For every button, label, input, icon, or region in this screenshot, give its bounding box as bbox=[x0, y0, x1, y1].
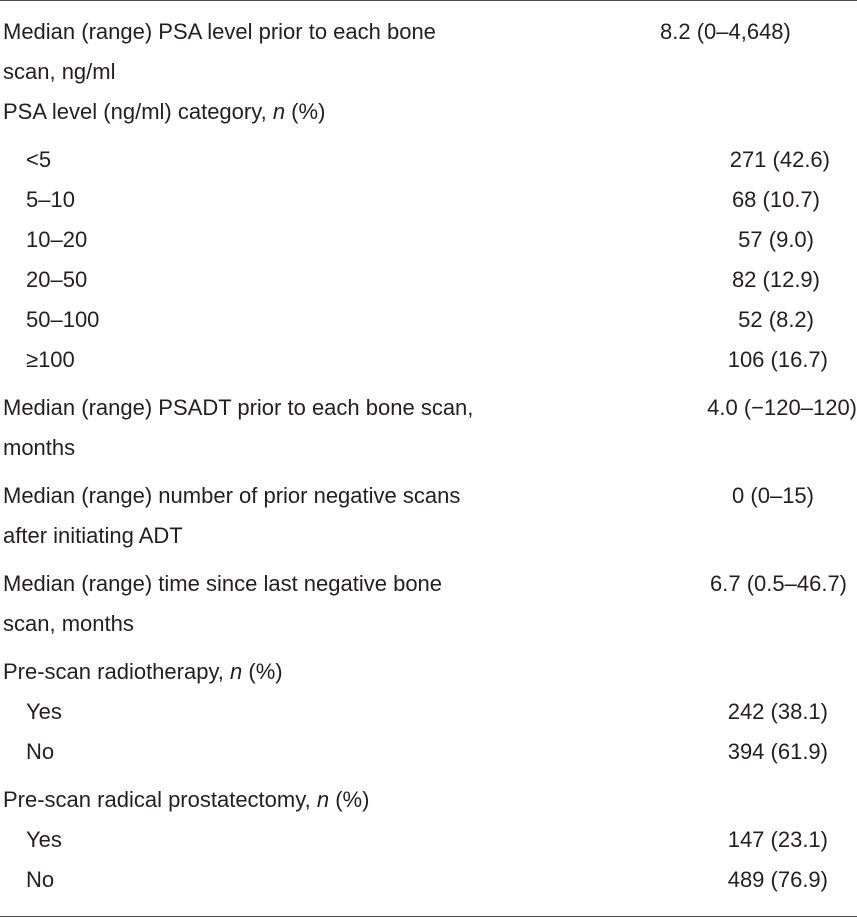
row-value: 82 (12.9) bbox=[731, 267, 820, 292]
row-label: 50–100 bbox=[26, 307, 100, 332]
row-label-line2: scan, ng/ml bbox=[3, 59, 116, 84]
row-label: Yes bbox=[26, 699, 62, 724]
row-value: 106 (16.7) bbox=[727, 347, 828, 372]
row-label: 10–20 bbox=[26, 227, 88, 252]
row-value: 57 (9.0) bbox=[738, 227, 814, 252]
row-label: 20–50 bbox=[26, 267, 88, 292]
row-label: Median (range) time since last negative bone bbox=[3, 571, 443, 596]
row-label-line2: months bbox=[3, 435, 76, 460]
section-label: Pre-scan radiotherapy, n (%) bbox=[3, 659, 283, 684]
row-value: 6.7 (0.5–46.7) bbox=[710, 571, 847, 596]
row-value: 0 (0–15) bbox=[732, 483, 814, 508]
row-value: 68 (10.7) bbox=[731, 187, 820, 212]
row-value: 147 (23.1) bbox=[727, 827, 828, 852]
row-value: 394 (61.9) bbox=[727, 739, 828, 764]
row-label: 5–10 bbox=[26, 187, 75, 212]
section-label: Pre-scan radical prostatectomy, n (%) bbox=[3, 787, 370, 812]
row-value: 52 (8.2) bbox=[738, 307, 814, 332]
row-label-line2: after initiating ADT bbox=[3, 523, 183, 548]
row-label: Median (range) PSADT prior to each bone scan, bbox=[3, 395, 474, 420]
row-value: 489 (76.9) bbox=[727, 867, 828, 892]
row-value: 242 (38.1) bbox=[727, 699, 828, 724]
row-value: 8.2 (0–4,648) bbox=[660, 19, 791, 44]
row-label: ≥100 bbox=[26, 347, 75, 372]
section-label: PSA level (ng/ml) category, n (%) bbox=[3, 99, 326, 124]
table-bottom-rule bbox=[0, 916, 857, 917]
row-label: <5 bbox=[26, 147, 52, 172]
row-label: No bbox=[26, 867, 55, 892]
row-label: Yes bbox=[26, 827, 62, 852]
row-label: Median (range) number of prior negative scans bbox=[3, 483, 461, 508]
table-top-rule bbox=[0, 0, 857, 1]
row-label: Median (range) PSA level prior to each bone bbox=[3, 19, 436, 44]
row-value: 271 (42.6) bbox=[729, 147, 830, 172]
row-label: No bbox=[26, 739, 55, 764]
row-value: 4.0 (−120–120) bbox=[707, 395, 857, 420]
row-label-line2: scan, months bbox=[3, 611, 134, 636]
